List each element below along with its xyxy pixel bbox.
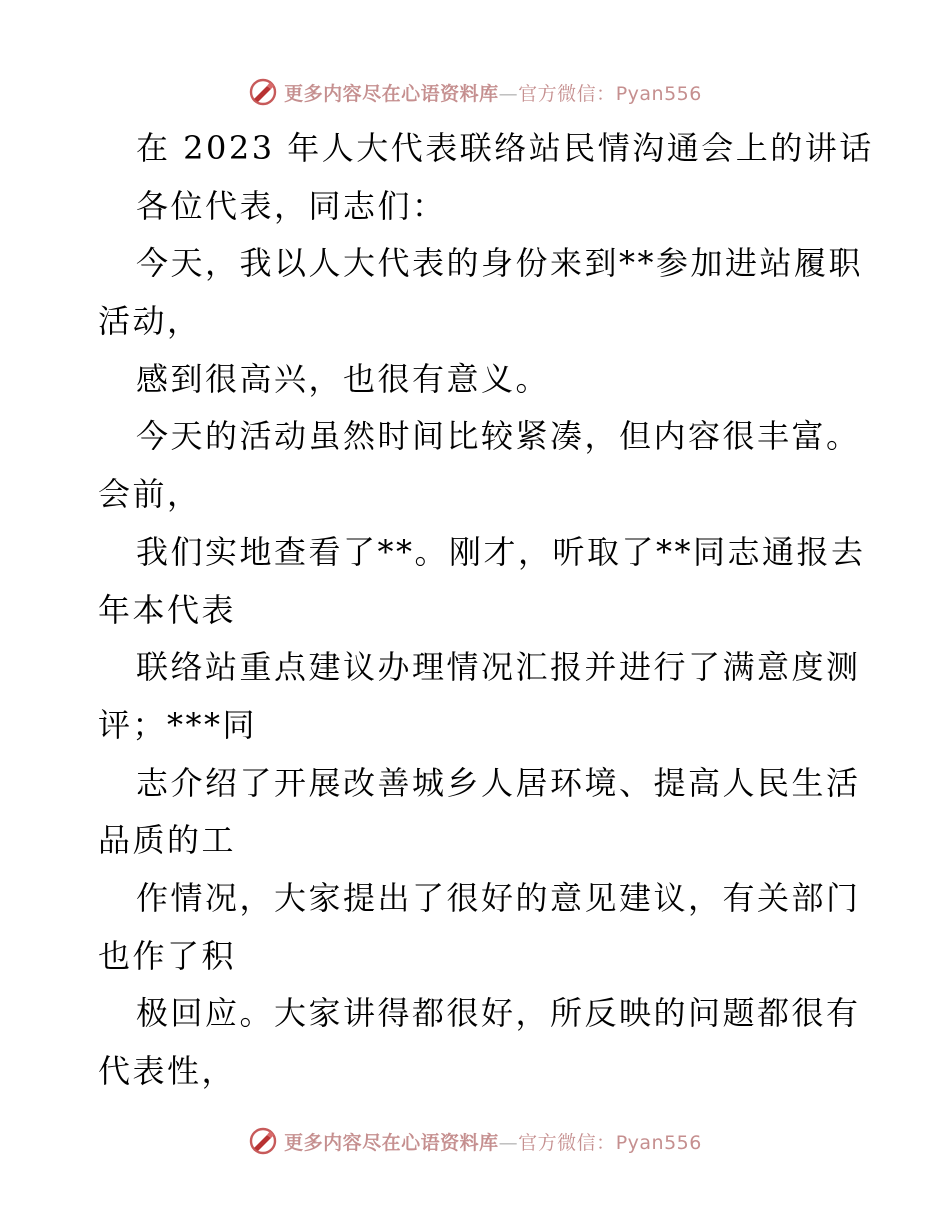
watermark-main-text: 更多内容尽在心语资料库 [284,1131,499,1154]
watermark-account-label: 官方微信： [518,1131,616,1154]
watermark-separator: — [498,82,519,105]
pen-circle-logo-icon [248,1126,278,1156]
text-line: 代表性， [98,1052,237,1090]
watermark-main-text: 更多内容尽在心语资料库 [284,82,499,105]
text-line: 志介绍了开展改善城乡人居环境、提高人民生活 [136,763,861,802]
watermark-account-label: 官方微信： [518,82,616,105]
watermark-text [284,79,702,106]
pen-circle-logo-icon [248,77,278,107]
text-line: 品质的工 [98,821,237,860]
text-line: 极回应。大家讲得都很好，所反映的问题都很有 [136,994,861,1033]
text-line: 作情况，大家提出了很好的意见建议，有关部门 [136,878,861,917]
text-line: 活动， [98,302,202,341]
text-line: 感到很高兴，也很有意义。 [136,359,551,398]
header-watermark [0,72,950,112]
document-title: 在 2023 年人大代表联络站民情沟通会上的讲话 [136,129,874,167]
footer-watermark [0,1121,950,1161]
text-line: 联络站重点建议办理情况汇报并进行了满意度测 [136,648,861,687]
text-line: 我们实地查看了**。刚才，听取了**同志通报去 [136,532,866,571]
text-line: 今天，我以人大代表的身份来到**参加进站履职 [136,244,864,283]
salutation: 各位代表，同志们： [136,186,447,225]
text-line: 也作了积 [98,936,237,975]
watermark-text [284,1128,702,1155]
document-body [98,120,874,1101]
watermark-separator: — [498,1131,519,1154]
watermark-account-id: Pyan556 [615,82,702,105]
watermark-account-id: Pyan556 [615,1131,702,1154]
text-line: 会前， [98,475,202,514]
text-line: 评；***同 [98,705,258,744]
text-line: 今天的活动虽然时间比较紧凑，但内容很丰富。 [136,417,861,456]
text-line: 年本代表 [98,590,237,629]
